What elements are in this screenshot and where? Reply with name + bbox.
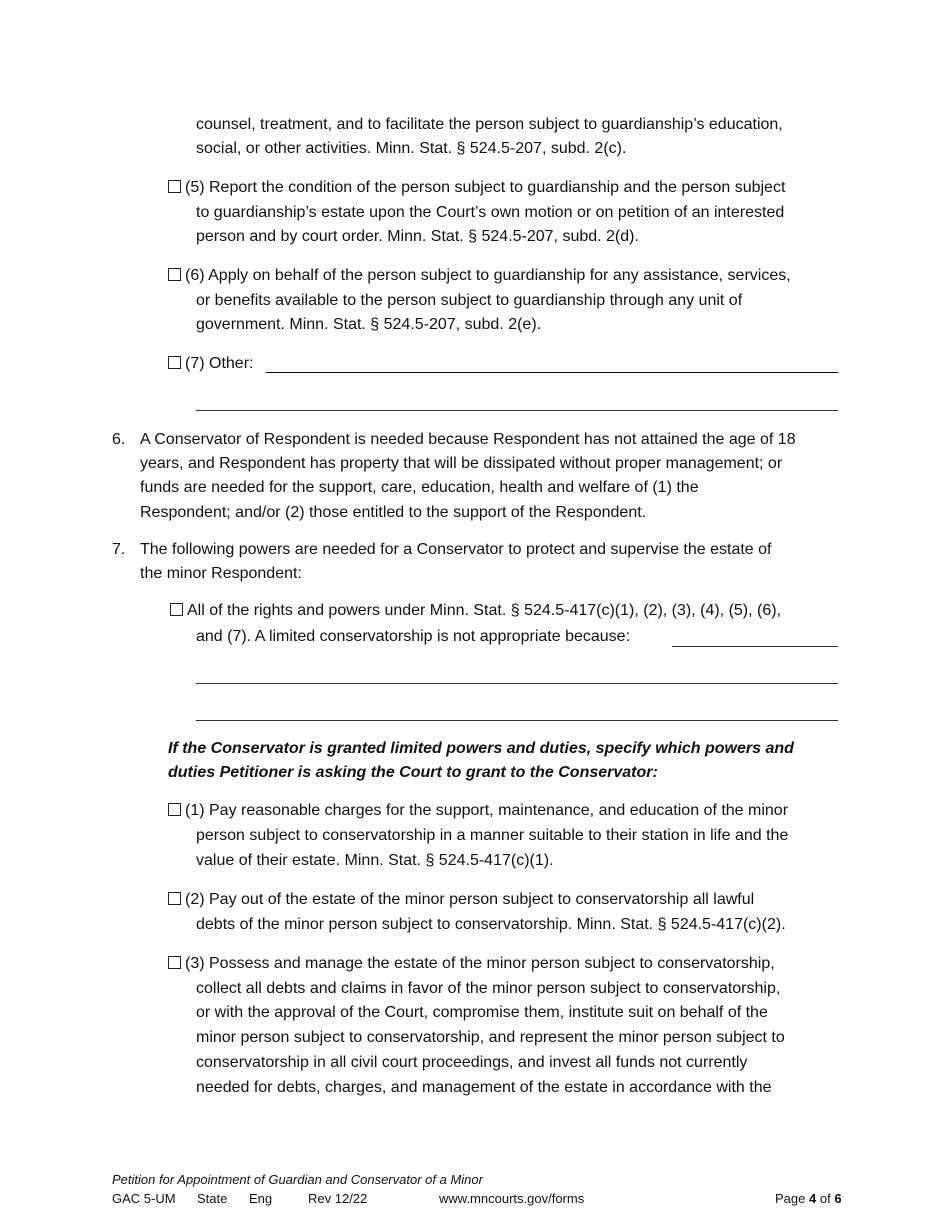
section-7-line-1: The following powers are needed for a Conservator to protect and supervise the estate of bbox=[140, 541, 772, 558]
limited-reason-input-line-2[interactable] bbox=[196, 683, 838, 684]
section-6-line-1: A Conservator of Respondent is needed because Respondent has not attained the age of 18 bbox=[140, 431, 796, 448]
section-6-line-3: funds are needed for the support, care, education, health and welfare of (1) the bbox=[140, 479, 699, 496]
checkbox-guardian-6[interactable] bbox=[168, 268, 181, 281]
guardian-item-7 bbox=[168, 354, 253, 374]
conservator-item-3-line-2: collect all debts and claims in favor of the minor person subject to conservatorship, bbox=[196, 980, 781, 997]
section-6-line-2: years, and Respondent has property that will be dissipated without proper management; or bbox=[140, 455, 783, 472]
checkbox-guardian-7-other[interactable] bbox=[168, 356, 181, 369]
footer-language: Eng bbox=[249, 1191, 273, 1206]
conservator-item-2 bbox=[168, 890, 754, 910]
limited-reason-input-line-3[interactable] bbox=[196, 720, 838, 721]
checkbox-conservator-1[interactable] bbox=[168, 803, 181, 816]
limited-reason-input-line-1[interactable] bbox=[672, 646, 838, 647]
page-current: 4 bbox=[809, 1191, 817, 1206]
guardian-item-5-line-1: (5) Report the condition of the person subject to guardianship and the person subject bbox=[185, 179, 786, 196]
conservator-item-3-line-6: needed for debts, charges, and management of the estate in accordance with the bbox=[196, 1079, 772, 1096]
checkbox-all-powers[interactable] bbox=[170, 603, 183, 616]
footer-jurisdiction: State bbox=[197, 1191, 228, 1206]
guardian-item-6-line-3: government. Minn. Stat. § 524.5-207, subd. 2(e). bbox=[196, 316, 542, 333]
conservator-item-3-line-5: conservatorship in all civil court proceedings, and invest all funds not currently bbox=[196, 1054, 748, 1071]
conservator-item-1 bbox=[168, 801, 788, 821]
guardian-item-5-line-3: person and by court order. Minn. Stat. § 524.5-207, subd. 2(d). bbox=[196, 228, 639, 245]
all-powers-line-1: All of the rights and powers under Minn. Stat. § 524.5-417(c)(1), (2), (3), (4), (5), (6), bbox=[187, 602, 782, 619]
section-7-line-2: the minor Respondent: bbox=[140, 565, 302, 582]
checkbox-conservator-2[interactable] bbox=[168, 892, 181, 905]
conservator-item-2-line-1: (2) Pay out of the estate of the minor person subject to conservatorship all lawful bbox=[185, 891, 755, 908]
conservator-item-3-line-4: minor person subject to conservatorship, and represent the minor person subject to bbox=[196, 1029, 785, 1046]
page-total: 6 bbox=[834, 1191, 842, 1206]
guardian-item-5-line-2: to guardianship’s estate upon the Court’s own motion or on petition of an interested bbox=[196, 204, 785, 221]
conservator-item-3-line-1: (3) Possess and manage the estate of the minor person subject to conservatorship, bbox=[185, 955, 775, 972]
section-6-line-4: Respondent; and/or (2) those entitled to the support of the Respondent. bbox=[140, 504, 647, 521]
conservator-item-3 bbox=[168, 954, 775, 974]
conservator-item-3-line-3: or with the approval of the Court, compromise them, institute suit on behalf of the bbox=[196, 1004, 768, 1021]
conservator-item-2-line-2: debts of the minor person subject to conservatorship. Minn. Stat. § 524.5-417(c)(2). bbox=[196, 916, 786, 933]
all-powers-line-2: and (7). A limited conservatorship is not appropriate because: bbox=[196, 628, 631, 645]
footer-page-number bbox=[775, 1191, 842, 1206]
conservator-item-1-line-2: person subject to conservatorship in a manner suitable to their station in life and the bbox=[196, 827, 789, 844]
guardian-item-6-line-1: (6) Apply on behalf of the person subject to guardianship for any assistance, services, bbox=[185, 267, 791, 284]
section-7-number: 7. bbox=[112, 541, 126, 558]
all-powers-option bbox=[170, 601, 781, 621]
page-of: of bbox=[819, 1191, 831, 1206]
footer-form-title: Petition for Appointment of Guardian and Conservator of a Minor bbox=[112, 1172, 483, 1187]
page-prefix: Page bbox=[775, 1191, 806, 1206]
limited-powers-heading-line-1: If the Conservator is granted limited powers and duties, specify which powers and bbox=[168, 740, 794, 757]
checkbox-conservator-3[interactable] bbox=[168, 956, 181, 969]
continuation-line-1: counsel, treatment, and to facilitate the person subject to guardianship’s education, bbox=[196, 116, 783, 133]
section-6-number: 6. bbox=[112, 431, 126, 448]
footer-website-link[interactable]: www.mncourts.gov/forms bbox=[439, 1191, 585, 1206]
conservator-item-1-line-1: (1) Pay reasonable charges for the support, maintenance, and education of the minor bbox=[185, 802, 789, 819]
continuation-line-2: social, or other activities. Minn. Stat. § 524.5-207, subd. 2(c). bbox=[196, 140, 627, 157]
footer-revision: Rev 12/22 bbox=[308, 1191, 368, 1206]
checkbox-guardian-5[interactable] bbox=[168, 180, 181, 193]
conservator-item-1-line-3: value of their estate. Minn. Stat. § 524.5-417(c)(1). bbox=[196, 852, 554, 869]
guardian-item-6 bbox=[168, 266, 791, 286]
other-label: (7) Other: bbox=[185, 355, 254, 372]
limited-powers-heading-line-2: duties Petitioner is asking the Court to grant to the Conservator: bbox=[168, 764, 658, 781]
other-input-line-1[interactable] bbox=[266, 372, 838, 373]
guardian-item-6-line-2: or benefits available to the person subject to guardianship through any unit of bbox=[196, 292, 743, 309]
guardian-item-5 bbox=[168, 178, 785, 198]
footer-form-code: GAC 5-UM bbox=[112, 1191, 176, 1206]
other-input-line-2[interactable] bbox=[196, 410, 838, 411]
